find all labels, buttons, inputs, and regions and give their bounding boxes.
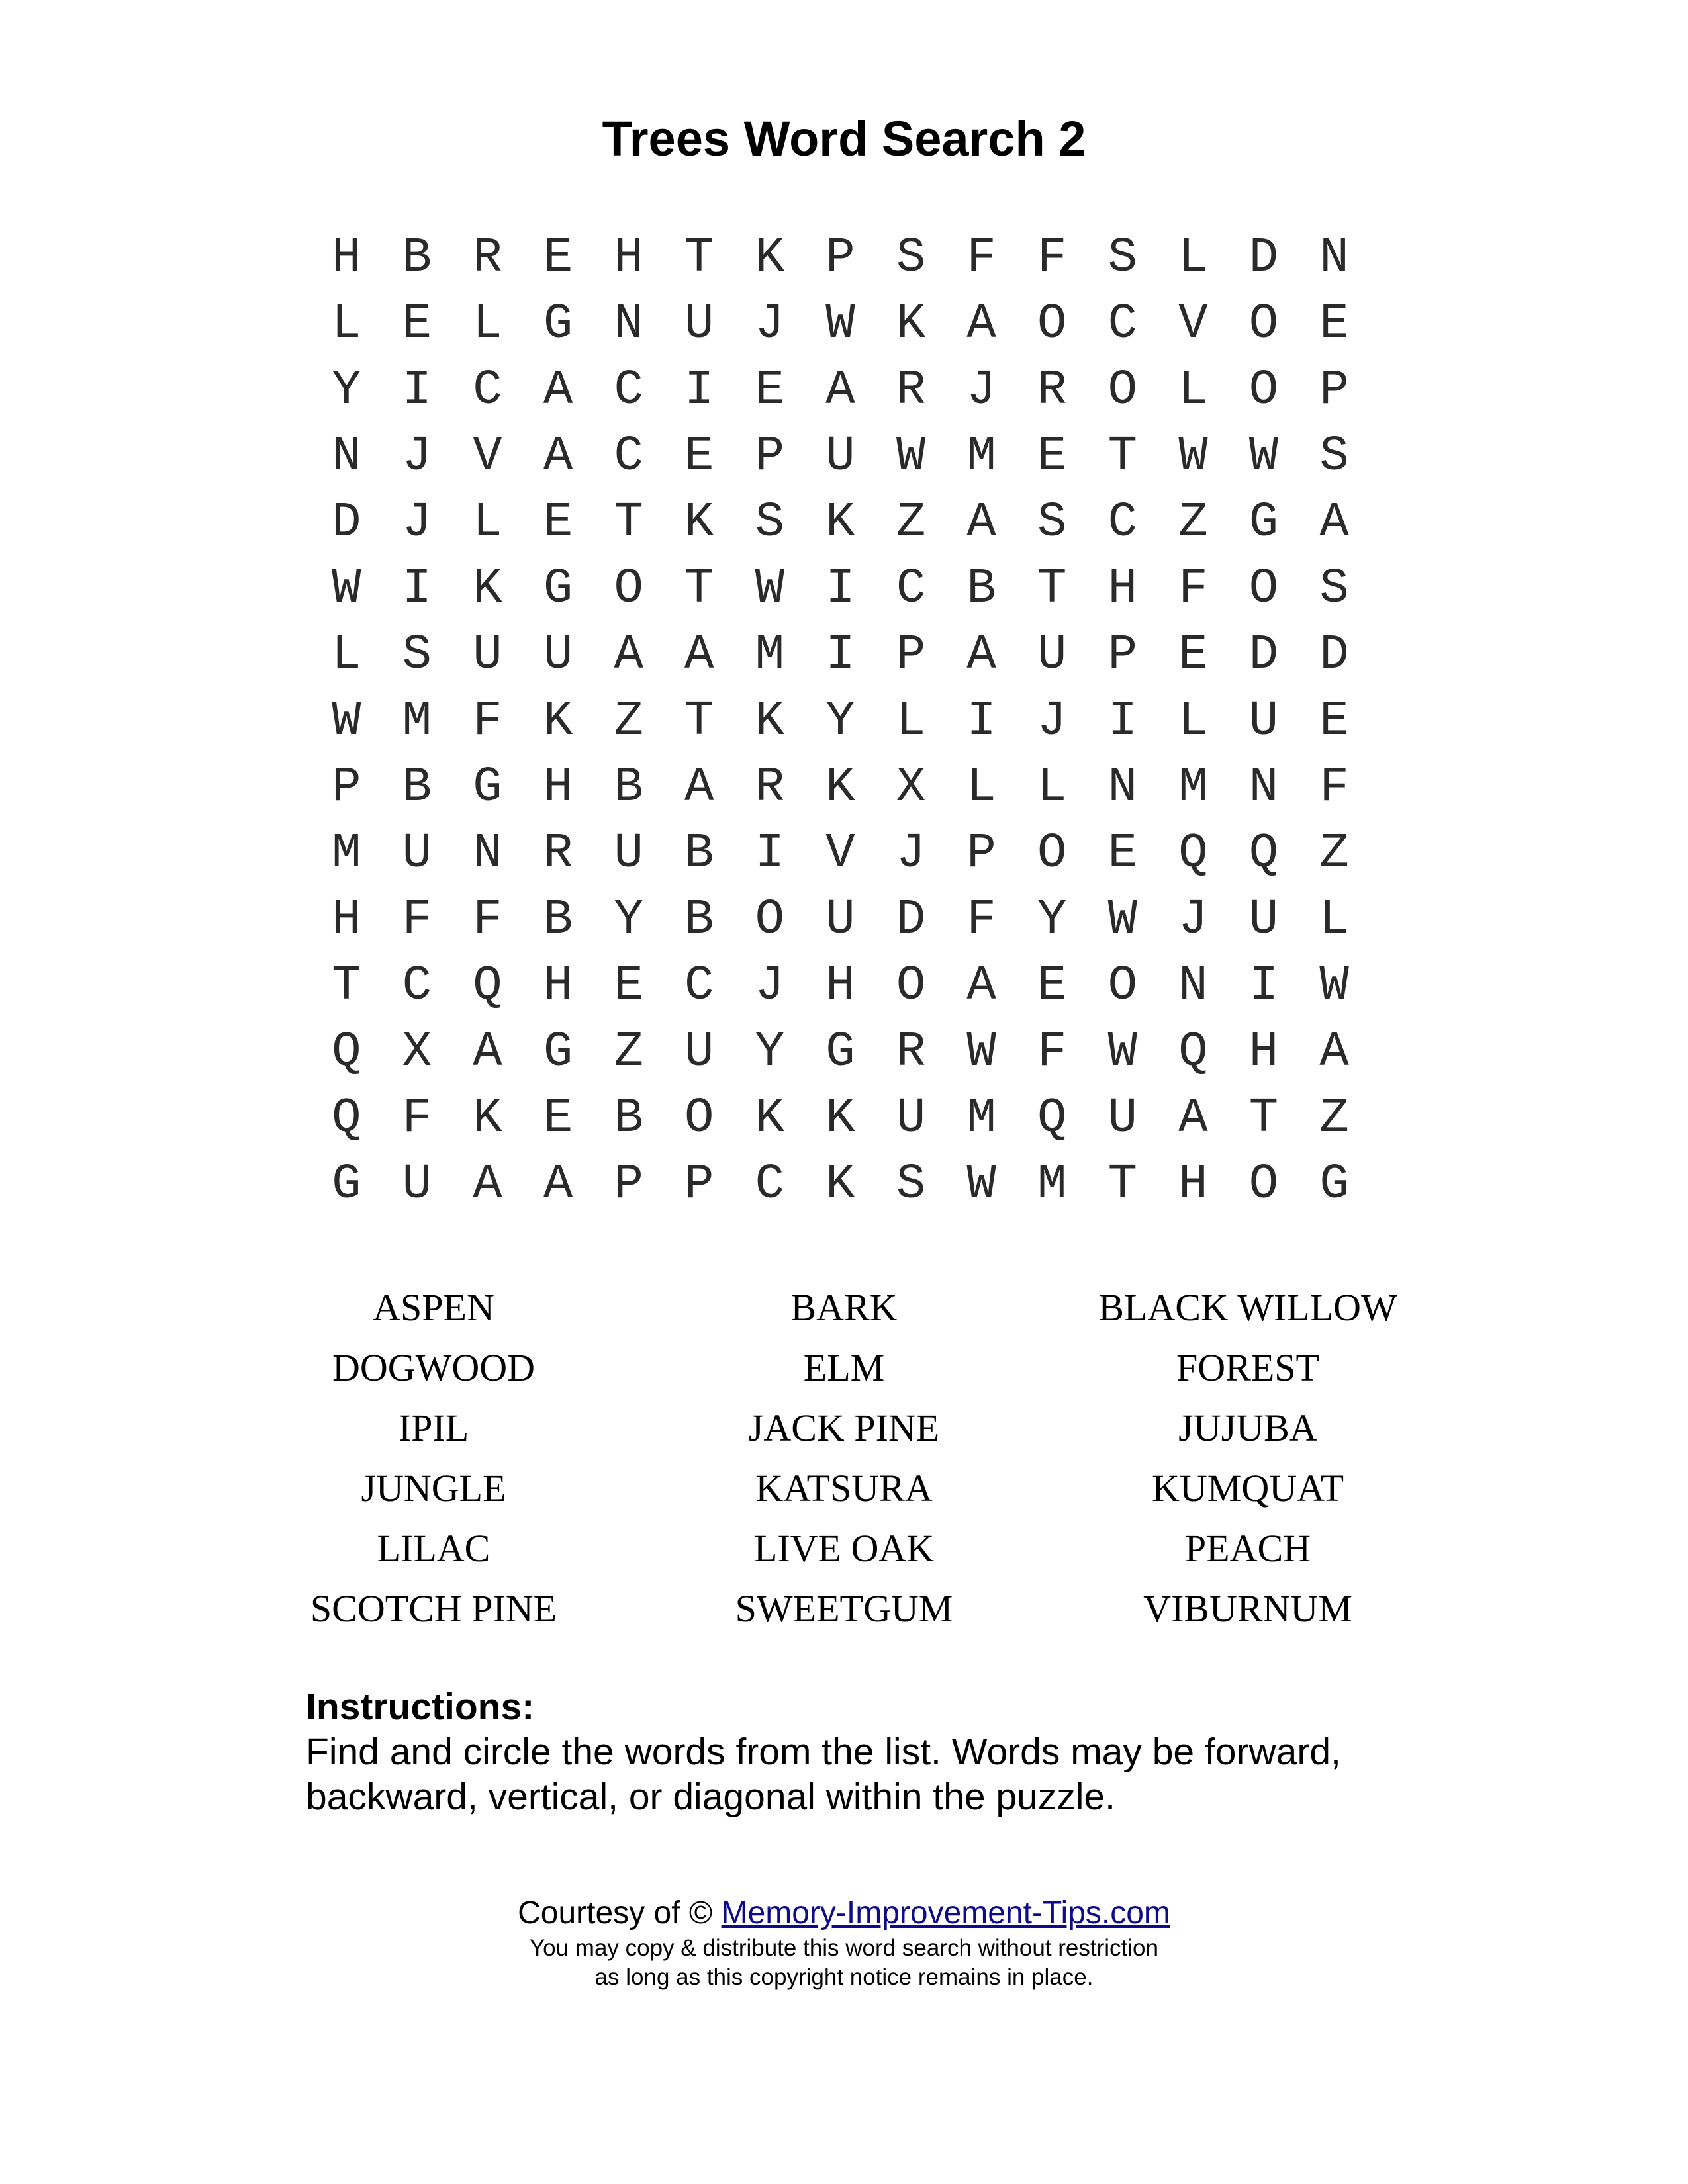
grid-letter[interactable]: Q	[1037, 1091, 1067, 1146]
word-list-row	[0, 1398, 1688, 1458]
grid-letter[interactable]: R	[1037, 363, 1067, 418]
instructions-line: Find and circle the words from the list. Words may be forward,	[306, 1731, 1341, 1773]
word-list-row	[0, 1518, 1688, 1578]
grid-letter[interactable]: U	[1248, 694, 1279, 749]
grid-letter[interactable]: U	[543, 627, 573, 683]
grid-letter[interactable]: E	[1178, 627, 1208, 683]
grid-letter[interactable]: A	[1319, 1024, 1349, 1080]
word-list	[0, 1277, 1688, 1639]
grid-letter[interactable]: G	[473, 760, 502, 815]
grid-letter[interactable]: I	[1107, 694, 1138, 749]
grid-letter[interactable]: E	[1037, 958, 1067, 1014]
grid-letter[interactable]: F	[473, 892, 502, 948]
grid-letter[interactable]: E	[684, 429, 714, 484]
grid-letter[interactable]: D	[1248, 230, 1279, 286]
grid-letter[interactable]: O	[684, 1091, 714, 1146]
grid-letter[interactable]: J	[402, 429, 432, 484]
grid-letter[interactable]: L	[332, 627, 361, 683]
word-list-item: SCOTCH PINE	[310, 1587, 557, 1630]
grid-letter[interactable]: J	[1037, 694, 1067, 749]
grid-letter[interactable]: E	[1319, 296, 1349, 352]
grid-letter[interactable]: N	[1107, 760, 1138, 815]
grid-letter[interactable]: A	[1178, 1091, 1208, 1146]
grid-row	[311, 622, 1370, 688]
copyright-notice: as long as this copyright notice remains in place.	[594, 1964, 1094, 1990]
word-list-item: VIBURNUM	[1143, 1587, 1352, 1630]
grid-letter[interactable]: K	[473, 561, 502, 617]
grid-letter[interactable]: P	[966, 826, 996, 882]
grid-letter[interactable]: J	[755, 958, 785, 1014]
grid-letter[interactable]: K	[755, 230, 785, 286]
word-list-row	[0, 1578, 1688, 1639]
grid-letter[interactable]: T	[614, 495, 643, 551]
grid-letter[interactable]: S	[1319, 429, 1349, 484]
grid-letter[interactable]: M	[1037, 1157, 1067, 1212]
grid-letter[interactable]: P	[896, 627, 926, 683]
grid-letter[interactable]: K	[755, 694, 785, 749]
grid-letter[interactable]: L	[1178, 363, 1208, 418]
grid-letter[interactable]: Q	[1178, 826, 1208, 882]
grid-letter[interactable]: T	[1248, 1091, 1279, 1146]
word-list-item: DOGWOOD	[332, 1346, 536, 1389]
grid-letter[interactable]: S	[896, 230, 926, 286]
grid-letter[interactable]: T	[1107, 1157, 1138, 1212]
grid-letter[interactable]: H	[1248, 1024, 1279, 1080]
grid-letter[interactable]: V	[473, 429, 502, 484]
grid-letter[interactable]: A	[1319, 495, 1349, 551]
grid-letter[interactable]: S	[1037, 495, 1067, 551]
instructions-heading: Instructions:	[306, 1686, 535, 1728]
grid-letter[interactable]: O	[1248, 561, 1279, 617]
grid-letter[interactable]: D	[1248, 627, 1279, 683]
grid-letter[interactable]: C	[1107, 495, 1138, 551]
grid-row	[311, 424, 1370, 490]
word-list-row	[0, 1458, 1688, 1518]
grid-letter[interactable]: D	[896, 892, 926, 948]
grid-letter[interactable]: Y	[1037, 892, 1067, 948]
grid-letter[interactable]: A	[684, 760, 714, 815]
grid-letter[interactable]: B	[614, 760, 643, 815]
grid-letter[interactable]: I	[825, 561, 855, 617]
word-list-item: KUMQUAT	[1152, 1467, 1344, 1510]
grid-row	[311, 821, 1370, 887]
grid-letter[interactable]: W	[896, 429, 926, 484]
grid-letter[interactable]: P	[825, 230, 855, 286]
grid-letter[interactable]: H	[825, 958, 855, 1014]
grid-letter[interactable]: H	[1107, 561, 1138, 617]
grid-letter[interactable]: P	[1107, 627, 1138, 683]
grid-letter[interactable]: G	[1319, 1157, 1349, 1212]
grid-letter[interactable]: V	[825, 826, 855, 882]
grid-letter[interactable]: C	[473, 363, 502, 418]
grid-letter[interactable]: T	[332, 958, 361, 1014]
word-list-item: ELM	[803, 1346, 885, 1389]
grid-letter[interactable]: O	[755, 892, 785, 948]
grid-letter[interactable]: M	[755, 627, 785, 683]
grid-letter[interactable]: M	[966, 1091, 996, 1146]
grid-letter[interactable]: S	[402, 627, 432, 683]
grid-letter[interactable]: E	[543, 230, 573, 286]
grid-letter[interactable]: B	[966, 561, 996, 617]
grid-letter[interactable]: H	[332, 892, 361, 948]
grid-letter[interactable]: J	[1178, 892, 1208, 948]
grid-letter[interactable]: B	[684, 826, 714, 882]
grid-row	[311, 887, 1370, 953]
grid-letter[interactable]: P	[614, 1157, 643, 1212]
grid-letter[interactable]: B	[684, 892, 714, 948]
grid-letter[interactable]: T	[1037, 561, 1067, 617]
grid-letter[interactable]: T	[684, 694, 714, 749]
grid-letter[interactable]: C	[896, 561, 926, 617]
grid-letter[interactable]: C	[1107, 296, 1138, 352]
grid-letter[interactable]: R	[755, 760, 785, 815]
grid-letter[interactable]: Q	[1178, 1024, 1208, 1080]
grid-row	[311, 357, 1370, 424]
grid-letter[interactable]: K	[755, 1091, 785, 1146]
grid-letter[interactable]: K	[825, 1157, 855, 1212]
word-list-item: LILAC	[377, 1527, 491, 1570]
word-list-item: KATSURA	[755, 1467, 933, 1510]
grid-letter[interactable]: F	[966, 230, 996, 286]
grid-row	[311, 953, 1370, 1019]
grid-letter[interactable]: E	[755, 363, 785, 418]
grid-letter[interactable]: M	[332, 826, 361, 882]
grid-letter[interactable]: T	[684, 561, 714, 617]
grid-row	[311, 225, 1370, 291]
grid-letter[interactable]: M	[966, 429, 996, 484]
grid-letter[interactable]: N	[332, 429, 361, 484]
grid-letter[interactable]: F	[402, 892, 432, 948]
grid-letter[interactable]: E	[1107, 826, 1138, 882]
grid-letter[interactable]: C	[614, 429, 643, 484]
grid-letter[interactable]: L	[966, 760, 996, 815]
grid-letter[interactable]: F	[966, 892, 996, 948]
grid-letter[interactable]: G	[332, 1157, 361, 1212]
grid-letter[interactable]: V	[1178, 296, 1208, 352]
grid-letter[interactable]: O	[614, 561, 643, 617]
grid-row	[311, 490, 1370, 556]
grid-letter[interactable]: J	[755, 296, 785, 352]
grid-letter[interactable]: Q	[332, 1091, 361, 1146]
word-list-item: SWEETGUM	[735, 1587, 953, 1630]
grid-letter[interactable]: U	[402, 826, 432, 882]
grid-letter[interactable]: L	[473, 495, 502, 551]
grid-letter[interactable]: G	[543, 561, 573, 617]
grid-letter[interactable]: W	[1107, 1024, 1138, 1080]
grid-letter[interactable]: L	[896, 694, 926, 749]
grid-letter[interactable]: W	[1107, 892, 1138, 948]
grid-letter[interactable]: P	[755, 429, 785, 484]
grid-letter[interactable]: F	[1178, 561, 1208, 617]
grid-letter[interactable]: A	[614, 627, 643, 683]
grid-letter[interactable]: T	[1107, 429, 1138, 484]
grid-letter[interactable]: N	[614, 296, 643, 352]
grid-row	[311, 1085, 1370, 1152]
grid-letter[interactable]: B	[402, 760, 432, 815]
grid-letter[interactable]: B	[543, 892, 573, 948]
word-list-row	[0, 1277, 1688, 1338]
grid-letter[interactable]: N	[1319, 230, 1349, 286]
grid-letter[interactable]: K	[543, 694, 573, 749]
grid-letter[interactable]: I	[684, 363, 714, 418]
word-list-item: JUNGLE	[361, 1467, 506, 1510]
grid-letter[interactable]: N	[1178, 958, 1208, 1014]
grid-letter[interactable]: R	[896, 363, 926, 418]
grid-letter[interactable]: A	[473, 1024, 502, 1080]
grid-letter[interactable]: L	[1178, 694, 1208, 749]
grid-letter[interactable]: O	[1248, 296, 1279, 352]
grid-letter[interactable]: T	[684, 230, 714, 286]
word-list-item: BLACK WILLOW	[1098, 1286, 1397, 1329]
grid-letter[interactable]: S	[755, 495, 785, 551]
grid-letter[interactable]: L	[473, 296, 502, 352]
letter-grid	[311, 225, 1370, 1218]
grid-letter[interactable]: H	[1178, 1157, 1208, 1212]
grid-letter[interactable]: B	[402, 230, 432, 286]
grid-letter[interactable]: Y	[755, 1024, 785, 1080]
website-link[interactable]: Memory-Improvement-Tips.com	[721, 1895, 1170, 1931]
grid-letter[interactable]: O	[1037, 296, 1067, 352]
grid-letter[interactable]: R	[543, 826, 573, 882]
grid-letter[interactable]: W	[1319, 958, 1349, 1014]
grid-letter[interactable]: G	[825, 1024, 855, 1080]
grid-letter[interactable]: W	[332, 561, 361, 617]
grid-letter[interactable]: Q	[1248, 826, 1279, 882]
courtesy-text: Courtesy of ©	[518, 1895, 713, 1931]
grid-letter[interactable]: U	[684, 1024, 714, 1080]
grid-letter[interactable]: L	[1319, 892, 1349, 948]
grid-letter[interactable]: D	[332, 495, 361, 551]
grid-letter[interactable]: I	[966, 694, 996, 749]
page-title: Trees Word Search 2	[602, 111, 1086, 166]
grid-letter[interactable]: O	[1107, 958, 1138, 1014]
grid-letter[interactable]: A	[966, 627, 996, 683]
grid-letter[interactable]: J	[966, 363, 996, 418]
grid-letter[interactable]: D	[1319, 627, 1349, 683]
grid-row	[311, 1152, 1370, 1218]
grid-letter[interactable]: Y	[614, 892, 643, 948]
grid-letter[interactable]: E	[1037, 429, 1067, 484]
word-list-item: LIVE OAK	[753, 1527, 935, 1570]
grid-letter[interactable]: P	[1319, 363, 1349, 418]
word-list-item: FOREST	[1176, 1346, 1319, 1389]
word-list-item: PEACH	[1184, 1527, 1311, 1570]
grid-letter[interactable]: X	[402, 1024, 432, 1080]
footer	[0, 1893, 1688, 1992]
grid-letter[interactable]: L	[1178, 230, 1208, 286]
grid-letter[interactable]: F	[1037, 1024, 1067, 1080]
grid-letter[interactable]: I	[402, 363, 432, 418]
grid-letter[interactable]: W	[1248, 429, 1279, 484]
grid-letter[interactable]: U	[825, 892, 855, 948]
grid-letter[interactable]: A	[966, 296, 996, 352]
grid-letter[interactable]: B	[614, 1091, 643, 1146]
grid-letter[interactable]: U	[1248, 892, 1279, 948]
grid-letter[interactable]: M	[1178, 760, 1208, 815]
grid-letter[interactable]: I	[825, 627, 855, 683]
grid-letter[interactable]: M	[402, 694, 432, 749]
grid-letter[interactable]: Y	[332, 363, 361, 418]
grid-letter[interactable]: W	[966, 1024, 996, 1080]
word-list-item: JUJUBA	[1178, 1406, 1317, 1449]
grid-letter[interactable]: C	[684, 958, 714, 1014]
grid-row	[311, 688, 1370, 754]
grid-letter[interactable]: N	[473, 826, 502, 882]
grid-letter[interactable]: Z	[896, 495, 926, 551]
grid-letter[interactable]: X	[896, 760, 926, 815]
grid-letter[interactable]: F	[1037, 230, 1067, 286]
grid-letter[interactable]: S	[1319, 561, 1349, 617]
grid-letter[interactable]: Z	[1319, 826, 1349, 882]
instructions-line: backward, vertical, or diagonal within the puzzle.	[306, 1776, 1115, 1818]
grid-letter[interactable]: O	[1037, 826, 1067, 882]
grid-letter[interactable]: A	[966, 495, 996, 551]
grid-letter[interactable]: Z	[614, 1024, 643, 1080]
grid-letter[interactable]: E	[543, 1091, 573, 1146]
grid-letter[interactable]: Z	[1319, 1091, 1349, 1146]
grid-letter[interactable]: L	[332, 296, 361, 352]
word-list-item: BARK	[790, 1286, 898, 1329]
grid-letter[interactable]: K	[825, 495, 855, 551]
grid-letter[interactable]: Q	[332, 1024, 361, 1080]
grid-letter[interactable]: E	[402, 296, 432, 352]
grid-letter[interactable]: H	[543, 958, 573, 1014]
grid-letter[interactable]: N	[1248, 760, 1279, 815]
grid-letter[interactable]: A	[473, 1157, 502, 1212]
grid-letter[interactable]: F	[473, 694, 502, 749]
grid-letter[interactable]: K	[825, 1091, 855, 1146]
grid-row	[311, 1019, 1370, 1085]
courtesy-line	[0, 1893, 1688, 1934]
grid-letter[interactable]: P	[684, 1157, 714, 1212]
grid-letter[interactable]: J	[896, 826, 926, 882]
grid-letter[interactable]: U	[1107, 1091, 1138, 1146]
grid-row	[311, 754, 1370, 821]
grid-letter[interactable]: J	[402, 495, 432, 551]
grid-letter[interactable]: K	[684, 495, 714, 551]
grid-letter[interactable]: U	[402, 1157, 432, 1212]
grid-letter[interactable]: A	[543, 429, 573, 484]
grid-letter[interactable]: R	[473, 230, 502, 286]
grid-letter[interactable]: I	[402, 561, 432, 617]
grid-letter[interactable]: A	[543, 1157, 573, 1212]
grid-letter[interactable]: I	[755, 826, 785, 882]
word-list-item: JACK PINE	[748, 1406, 940, 1449]
grid-letter[interactable]: F	[402, 1091, 432, 1146]
grid-letter[interactable]: I	[1248, 958, 1279, 1014]
grid-letter[interactable]: O	[1248, 1157, 1279, 1212]
grid-letter[interactable]: Y	[825, 694, 855, 749]
grid-letter[interactable]: S	[1107, 230, 1138, 286]
grid-letter[interactable]: W	[966, 1157, 996, 1212]
grid-letter[interactable]: L	[1037, 760, 1067, 815]
grid-letter[interactable]: K	[473, 1091, 502, 1146]
grid-letter[interactable]: O	[1248, 363, 1279, 418]
grid-letter[interactable]: U	[896, 1091, 926, 1146]
grid-letter[interactable]: C	[755, 1157, 785, 1212]
grid-letter[interactable]: U	[684, 296, 714, 352]
grid-letter[interactable]: H	[543, 760, 573, 815]
grid-letter[interactable]: U	[614, 826, 643, 882]
grid-letter[interactable]: Q	[473, 958, 502, 1014]
grid-letter[interactable]: A	[825, 363, 855, 418]
grid-letter[interactable]: H	[614, 230, 643, 286]
grid-letter[interactable]: O	[1107, 363, 1138, 418]
grid-letter[interactable]: U	[1037, 627, 1067, 683]
grid-letter[interactable]: C	[402, 958, 432, 1014]
grid-letter[interactable]: K	[896, 296, 926, 352]
grid-letter[interactable]: W	[1178, 429, 1208, 484]
grid-letter[interactable]: Z	[614, 694, 643, 749]
grid-row	[311, 291, 1370, 357]
instructions	[306, 1684, 1431, 1819]
grid-letter[interactable]: G	[543, 1024, 573, 1080]
copyright-notice: You may copy & distribute this word search without restriction	[530, 1935, 1158, 1961]
grid-letter[interactable]: K	[825, 760, 855, 815]
word-list-row	[0, 1338, 1688, 1398]
grid-letter[interactable]: U	[825, 429, 855, 484]
grid-letter[interactable]: W	[332, 694, 361, 749]
word-list-item: IPIL	[398, 1406, 469, 1449]
grid-letter[interactable]: A	[966, 958, 996, 1014]
grid-letter[interactable]: W	[755, 561, 785, 617]
grid-letter[interactable]: E	[1319, 694, 1349, 749]
grid-letter[interactable]: H	[332, 230, 361, 286]
grid-letter[interactable]: F	[1319, 760, 1349, 815]
grid-letter[interactable]: R	[896, 1024, 926, 1080]
grid-letter[interactable]: A	[543, 363, 573, 418]
grid-letter[interactable]: C	[614, 363, 643, 418]
grid-letter[interactable]: E	[614, 958, 643, 1014]
grid-letter[interactable]: S	[896, 1157, 926, 1212]
grid-letter[interactable]: O	[896, 958, 926, 1014]
grid-row	[311, 556, 1370, 622]
grid-letter[interactable]: U	[473, 627, 502, 683]
grid-letter[interactable]: A	[684, 627, 714, 683]
grid-letter[interactable]: G	[543, 296, 573, 352]
grid-letter[interactable]: Z	[1178, 495, 1208, 551]
word-list-item: ASPEN	[373, 1286, 494, 1329]
grid-letter[interactable]: E	[543, 495, 573, 551]
grid-letter[interactable]: P	[332, 760, 361, 815]
grid-letter[interactable]: W	[825, 296, 855, 352]
grid-letter[interactable]: G	[1248, 495, 1279, 551]
